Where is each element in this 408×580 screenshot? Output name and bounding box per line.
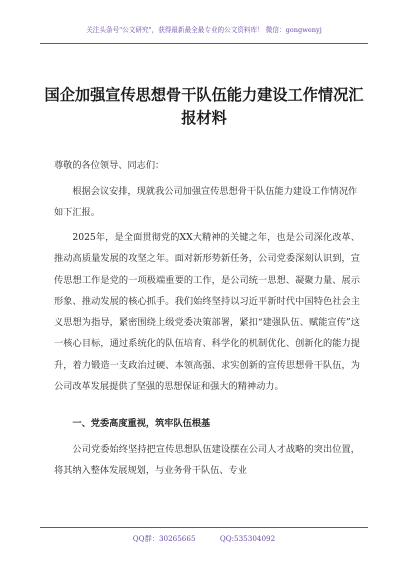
header-divider [40,43,368,44]
footer-contact [40,534,368,544]
footer-divider [40,527,368,528]
qq-group-text: QQ群：30265665 [132,534,196,543]
paragraph-intro: 根据会议安排，现就我公司加强宣传思想骨干队伍能力建设工作情况作如下汇报。 [54,186,358,219]
salutation: 尊敬的各位领导、同志们： [54,160,165,171]
section-paragraph: 公司党委始终坚持把宣传思想队伍建设摆在公司人才战略的突出位置，将其纳入整体发展规划，与业务骨干队伍、专业 [54,444,360,477]
header-promo-text: 关注头条号"公文研究"，获得最新最全最专业的公文资料库！ 微信：gongwenyj [86,26,322,34]
paragraph-overview: 2025年，是全面贯彻党的XX大精神的关键之年，也是公司深化改革、推动高质量发展的攻坚之年。面对新形势新任务，公司党委深刻认识到，宣传思想工作是党的一项极端重要的工作，是公司统一思想、凝聚力量、展示形象、推动发展的核心抓手。我们始终坚持以习近平新时代中国特色社会主义思想为指导，紧密围绕上级党委决策部署，紧扣“建强队伍、赋能宣传”这一核心目标，通过系统化的队伍培育、科学化的机制优化、创新化的能力提升，着力锻造一支政治过硬、本领高强、求实创新的宣传思想骨干队伍，为公司改革发展提供了坚强的思想保证和强大的精神动力。 [54,232,360,393]
qq-number-text: QQ:535304092 [219,534,276,543]
document-title: 国企加强宣传思想骨干队伍能力建设工作情况汇报材料 [44,86,364,127]
section-heading: 一、党委高度重视，筑牢队伍根基 [72,418,211,429]
